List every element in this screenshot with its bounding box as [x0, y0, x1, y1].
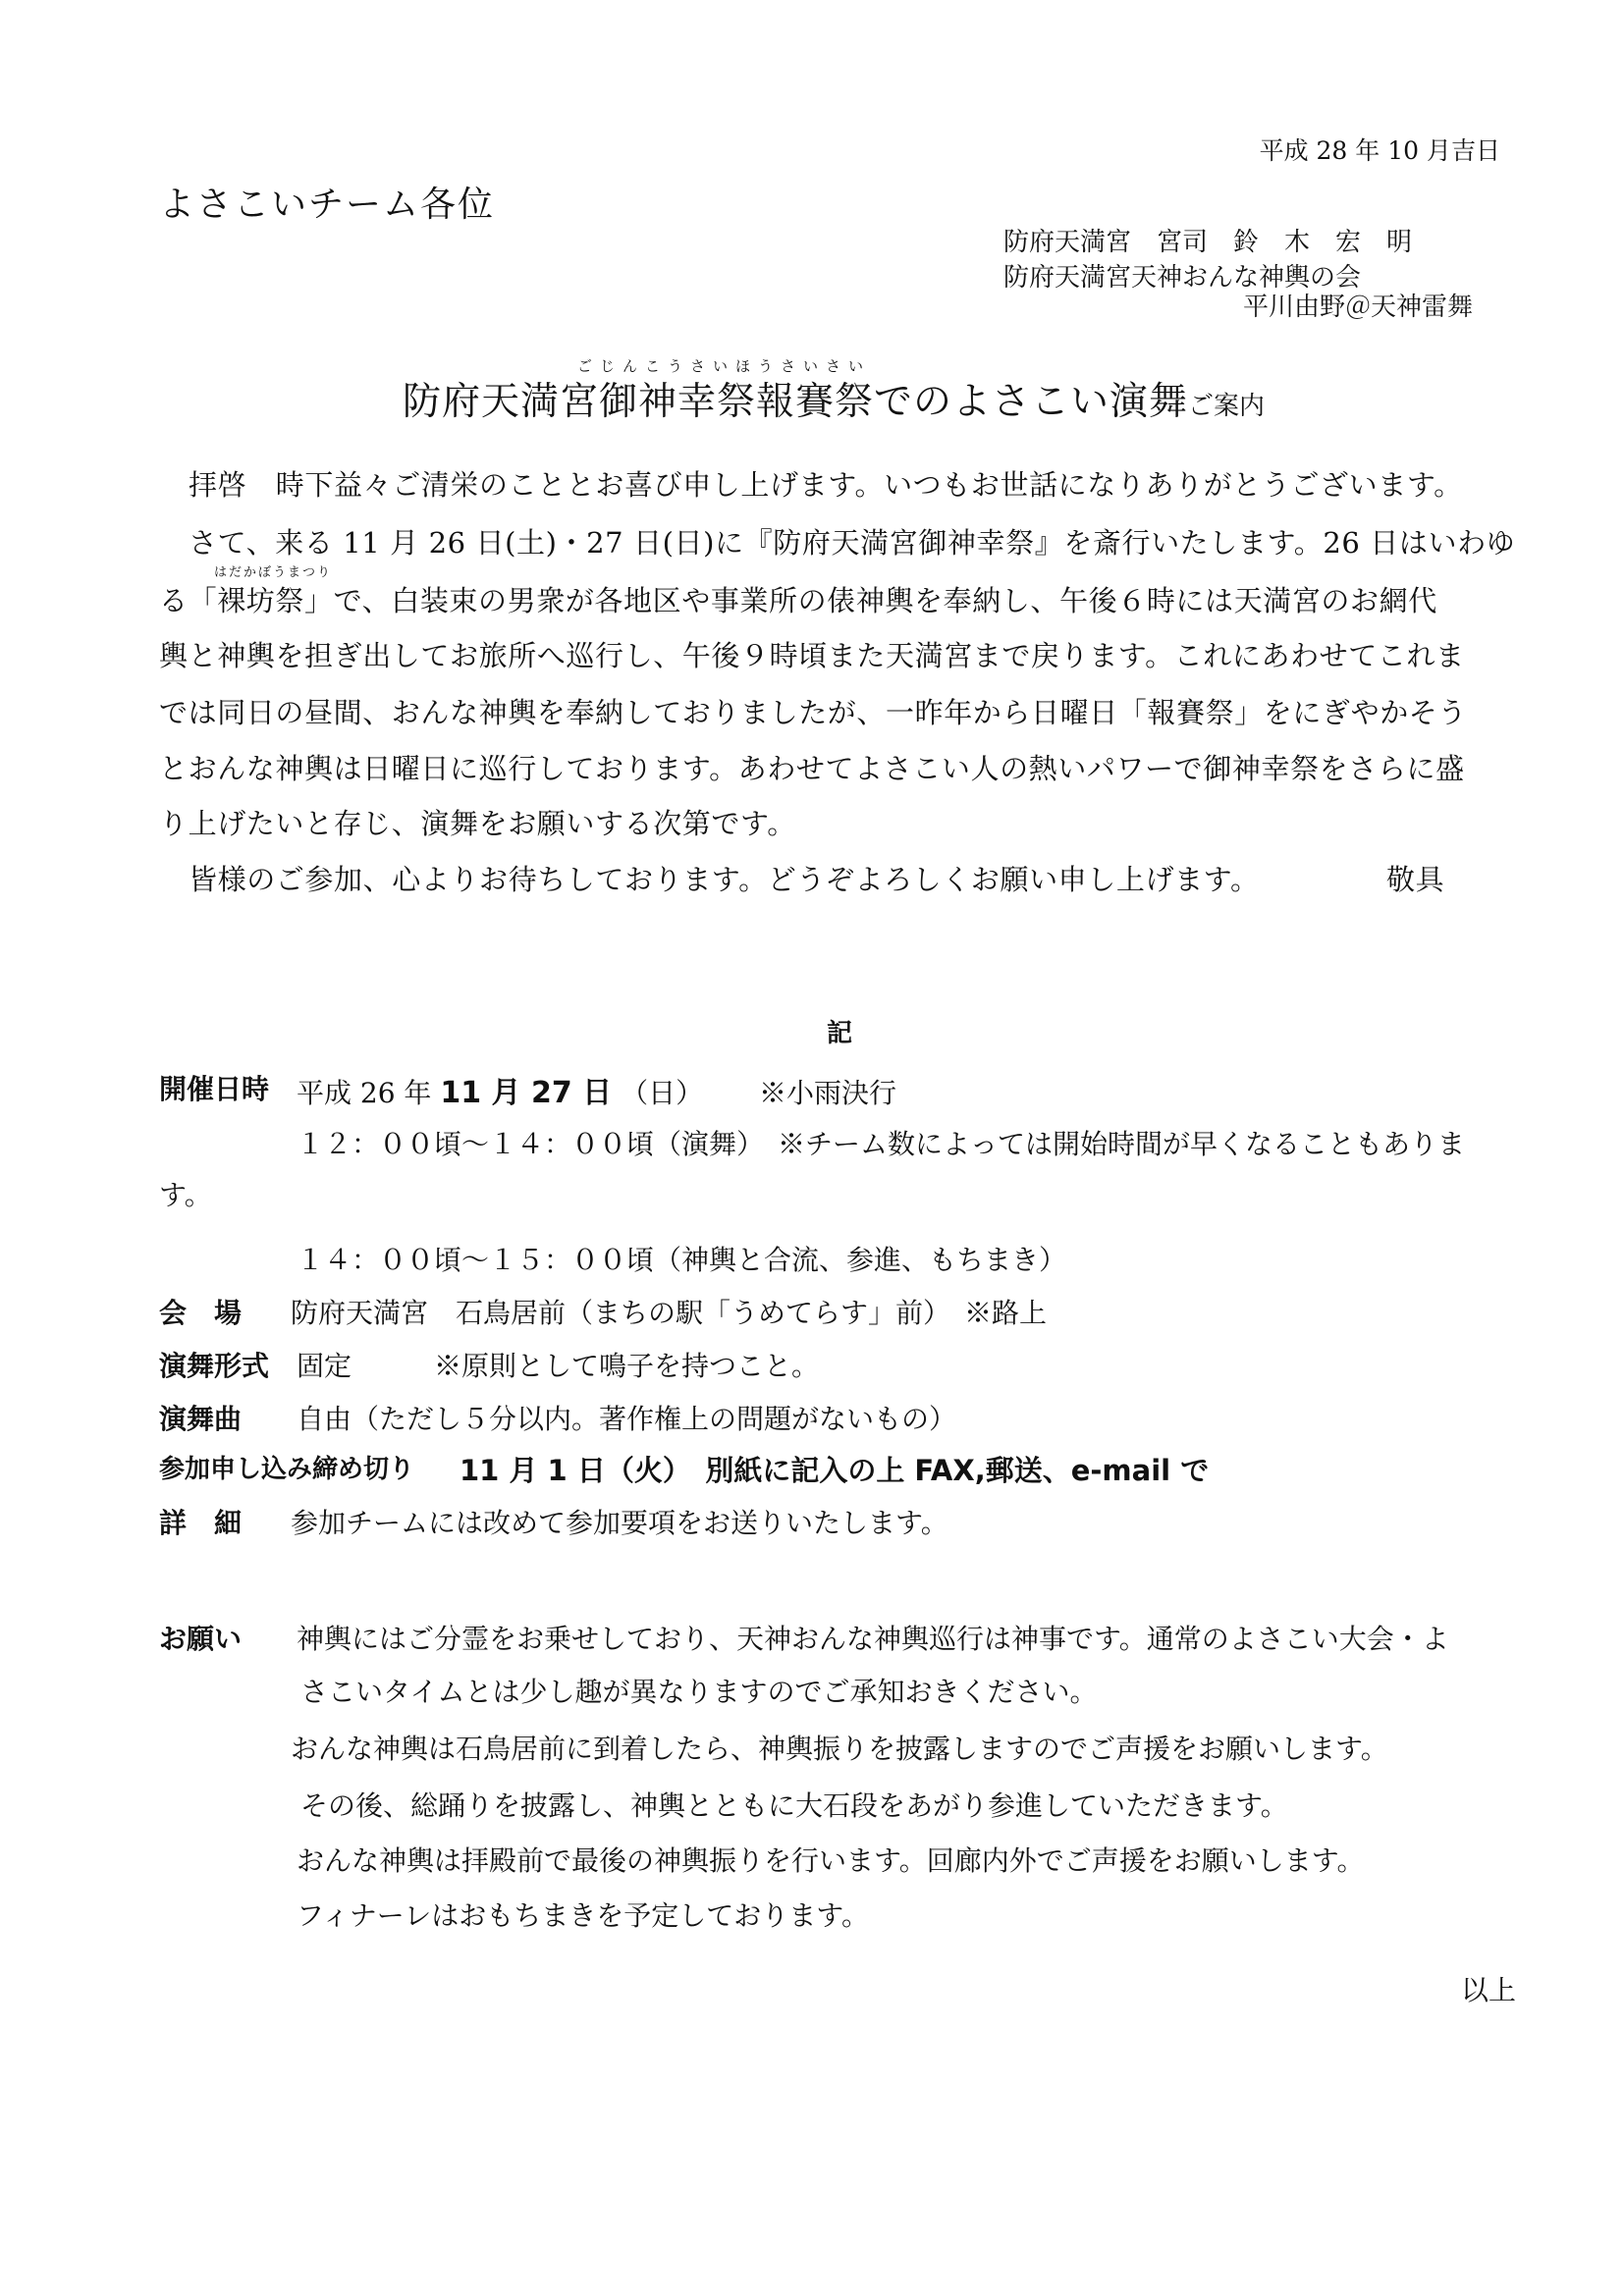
request-line-4: その後、総踊りを披露し、神輿とともに大石段をあがり参進していただきます。	[300, 1789, 1288, 1822]
title-furigana: ごじんこうさいほうさいさい	[577, 357, 872, 375]
deadline-label: 参加申し込み締め切り	[159, 1455, 415, 1484]
intro-line-3: る「裸坊祭」で、白装束の男衆が各地区や事業所の俵神輿を奉納し、午後６時には天満宮のお網代	[159, 584, 1437, 617]
detail-label: 詳 細	[159, 1507, 243, 1539]
request-line-6: フィナーレはおもちまきを予定しております。	[297, 1899, 869, 1932]
request-line-3: おんな神輿は石鳥居前に到着したら、神輿振りを披露しますのでご声援をお願いします。	[291, 1733, 1388, 1765]
deadline-value: 11 月 1 日（火） 別紙に記入の上 FAX,郵送、e-mail で	[460, 1454, 1210, 1487]
request-label: お願い	[159, 1623, 243, 1655]
detail-value: 参加チームには改めて参加要項をお送りいたします。	[291, 1507, 948, 1539]
hadaka-furigana: はだかぼうまつり	[214, 565, 333, 580]
addressee: よさこいチーム各位	[159, 185, 496, 225]
intro-line-6: とおんな神輿は日曜日に巡行しております。あわせてよさこい人の熱いパワーで御神幸祭をさらに盛	[159, 752, 1465, 785]
closing-keigu: 敬具	[1386, 863, 1445, 896]
format-label: 演舞形式	[159, 1350, 270, 1382]
request-line-2: さこいタイムとは少し趣が異なりますのでご承知おきください。	[300, 1676, 1098, 1708]
datetime-value	[297, 1068, 896, 1111]
request-line-1: 神輿にはご分霊をお乗せしており、天神おんな神輿巡行は神事です。通常のよさこい大会・よ	[297, 1623, 1449, 1655]
datetime-era: 平成 26 年	[297, 1077, 432, 1109]
time-slot-2: １４：００頃～１５：００頃（神輿と合流、参進、もちまき）	[297, 1244, 1067, 1276]
title-main: 防府天満宮御神幸祭報賽祭でのよさこい演舞	[403, 380, 1189, 424]
format-value: 固定 ※原則として鳴子を持つこと。	[297, 1350, 820, 1382]
intro-line-5: では同日の昼間、おんな神輿を奉納しておりましたが、一昨年から日曜日「報賽祭」をにぎやかそう	[159, 696, 1468, 729]
title-suffix: ご案内	[1188, 392, 1266, 421]
intro-line-8: 皆様のご参加、心よりお待ちしております。どうぞよろしくお願い申し上げます。	[189, 863, 1260, 896]
closing-ijo: 以上	[1460, 1974, 1516, 2006]
sender-line-1: 防府天満宮 宮司 鈴 木 宏 明	[1003, 228, 1413, 257]
time-slot-1-cont: す。	[159, 1179, 212, 1211]
sender-line-3: 平川由野＠天神雷舞	[1243, 293, 1474, 322]
venue-value: 防府天満宮 石鳥居前（まちの駅「うめてらす」前） ※路上	[291, 1297, 1048, 1329]
intro-line-1: 拝啓 時下益々ご清栄のこととお喜び申し上げます。いつもお世話になりありがとうございます。	[189, 468, 1463, 502]
intro-line-7: り上げたいと存じ、演舞をお願いする次第です。	[159, 807, 796, 840]
intro-line-4: 輿と神輿を担ぎ出してお旅所へ巡行し、午後９時頃また天満宮まで戻ります。これにあわせてこれま	[159, 639, 1465, 672]
datetime-note: ※小雨決行	[759, 1077, 897, 1109]
intro-line-2: さて、来る 11 月 26 日(土)・27 日(日)に『防府天満宮御神幸祭』を斎行いたします。26 日はいわゆ	[189, 526, 1516, 560]
venue-label: 会 場	[159, 1297, 243, 1329]
sender-line-2: 防府天満宮天神おんな神輿の会	[1003, 263, 1362, 293]
music-value: 自由（ただし５分以内。著作権上の問題がないもの）	[297, 1403, 957, 1435]
document-date: 平成 28 年 10 月吉日	[1259, 136, 1500, 165]
datetime-day: （日）	[621, 1077, 704, 1109]
time-slot-1: １２：００頃～１４：００頃（演舞） ※チーム数によっては開始時間が早くなることもありま	[297, 1128, 1466, 1160]
datetime-label: 開催日時	[159, 1073, 270, 1105]
music-label: 演舞曲	[159, 1403, 243, 1435]
document-title	[403, 371, 1265, 426]
request-line-5: おんな神輿は拝殿前で最後の神輿振りを行います。回廊内外でご声援をお願いします。	[297, 1844, 1365, 1877]
datetime-date: 11 月 27 日	[440, 1076, 613, 1110]
ki-heading: 記	[827, 1019, 853, 1048]
